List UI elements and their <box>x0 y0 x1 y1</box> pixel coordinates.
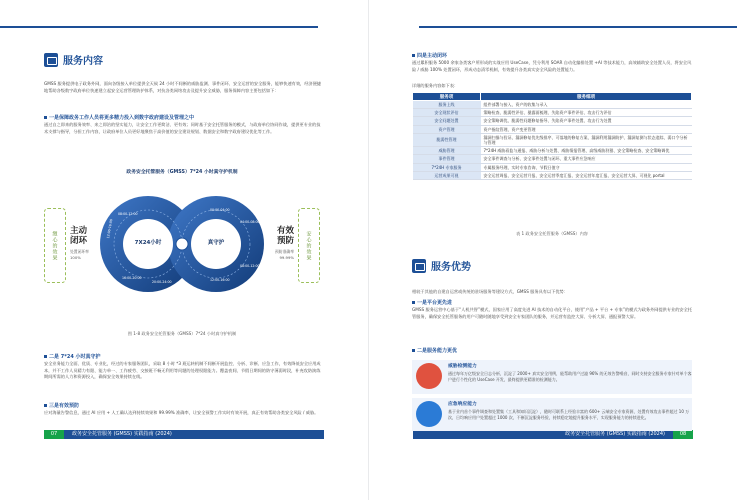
center-right-label: 真守护 <box>207 240 225 246</box>
table-header: 服务项 <box>413 93 481 101</box>
infinity-diagram <box>44 168 320 323</box>
subheading-1-text: 通过自之即来的服务效率、来之即治的坚实能力，让安全工作更简洁、更有效；同时基于安全托管服务的模式，与政府单位协同作战，提供更专业的技术支撑与指导，分担工作内容，让政府单位人员更好地聚焦于高价值的安全建设规划、数据安全和数字政府建设优化等工作。 <box>44 122 321 134</box>
table-row: 威胁管理 7*24H 威胁看监与通报、威胁分析与处置、威胁情报管理、高级威胁狩猎、安全策略检查、安全策略调优 <box>413 147 692 155</box>
send-icon <box>412 259 426 273</box>
left-block-title: 主动 闭环 <box>70 226 88 246</box>
table-intro: 详细的服务内容如下表： <box>412 83 459 88</box>
table-row: 安全现状评估 策略检查、脆弱性评估、暴露面梳理、失陷资产事件评估、攻击行为评估 <box>413 109 692 117</box>
time-label: 12:00-16:00 <box>106 218 114 239</box>
time-label: 12:00-16:00 <box>210 278 230 282</box>
advantage-text: 通过每年万亿级安全日志分析，沉淀了 2000+ 真实安全用例，能帮助用户过滤 96% 的无效告警噪音，同时支持安全服务专家针对单个客户进行个性化的 UseCase 开发，最终提供更精准的检测能力。 <box>448 371 692 382</box>
diagram-title: 政务安全托管服务（GMSS）7*24 小时真守护机制 <box>126 170 238 175</box>
table-row: 运营成果可视 安全运营周报、安全运营月报、安全运营季度汇报、安全运营年度汇报、安全运营大屏、可视化 portal <box>413 171 692 179</box>
time-label: 20:00-24:00 <box>152 280 172 284</box>
time-label: 08:00-12:00 <box>240 264 260 268</box>
time-label: 04:00-08:00 <box>240 220 260 224</box>
table-row: 服务上线 组件部署与接入、资产的收集与录入 <box>413 101 692 109</box>
footer-text: 政务安全托管服务 (GMSS) 实践指南 (2024) <box>72 431 172 437</box>
left-page <box>0 0 368 500</box>
footer-text: 政务安全托管服务 (GMSS) 实践指南 (2024) <box>565 431 665 437</box>
section-title-service-content: 服务内容 <box>44 52 103 67</box>
subheading-2: 二是 7*24 小时真守护 <box>44 353 101 360</box>
document-icon <box>44 53 58 67</box>
intro-paragraph: GMSS 服务提供电子政务外网，面向各级接入单位提供全天候 24 小时不间断的威胁监测、事件闭环、安全运营的安全服务，能够快速有效，经济便捷地帮助各级数字政府单位快速建立起安全运营管理防护体系，对抗各类网络攻击及提升安全威胁，服务保障内容主要包括如下： <box>44 81 321 93</box>
time-label: 16:00-20:00 <box>122 276 142 280</box>
footer <box>44 430 324 439</box>
table-row: 资产管理 资产指纹管理、资产变更管理 <box>413 125 692 133</box>
table-caption: 表 1 政务安全托管服务（GMSS）内容 <box>516 231 588 236</box>
advantage-heading: 威胁检测能力 <box>448 364 477 369</box>
advantages-intro: 相较于其他的自建自运营或传统的驻场服务等建设方式，GMSS 服务具有以下优势： <box>412 289 568 294</box>
subheading-5-text: GMSS 服务运营中心基于“人机共智”模式，国家应用了高度先进 AI 技术的自动化平台，使用“产品 + 平台 + 专家”的模式为政务外网提供专业的安全托管服务，确保安全托管服务的用户可随时随地享受到安全专家团队的服务，并运营有监控大屏、分析大屏、通报预警大屏。 <box>412 307 692 319</box>
page-number: 08 <box>673 430 693 439</box>
subheading-3: 三是有效预防 <box>44 402 79 409</box>
subheading-2-text: 安全业务能力全面、优质、专业化，经过的专家服务团队，采取 8 小时 *3 班运转机制不间断开展监控、分析、诊断、应急工作，有效降低安全应用成本，并不工作人员精力有限、能力单一、工作疲劳、交接班不畅无利用等问题的处理权限能力。覆盖夜间、节假日期间的防守薄弱时段，补充攻防演练期间所需的人力和资源投入，确保安全效果持续在线。 <box>44 361 321 380</box>
subheading-1: 一是保障政务工作人员将更多精力投入到数字政府建设及管理之中 <box>44 114 194 121</box>
subheading-4-text: 通过累积服务 5000 余家各类客户所形成的实战应用 UseCase，凭分利用 SOAR 自动化编排处置 +AI 等技术能力，高效辅助安全处置人员，将安全风险 / 威胁 100% 处置闭环，形成动态清零机制，有效提升各类真实安全风险的处置能力。 <box>412 60 692 72</box>
time-label: 00:00-04:00 <box>210 208 230 212</box>
subheading-4: 四是主动闭环 <box>412 52 447 59</box>
footer <box>413 430 693 439</box>
advantage-heading: 应急响应能力 <box>448 402 477 407</box>
subheading-6: 二是服务能力更优 <box>412 347 457 354</box>
center-left-label: 7X24小时 <box>134 240 162 246</box>
table-row: 脆弱性管理 漏洞扫描与验证、漏洞修复优先级排序、可落地的修复方案、漏洞利用漏洞防护、漏洞复测与状态追踪、弱口令分析与管理 <box>413 133 692 146</box>
figure-caption: 图 1-8 政务安全托管服务（GMSS）7*24 小时真守护机制 <box>127 331 237 336</box>
table-row: 安全问题处置 安全策略调优、脆弱性问题修复指导、失陷资产事件处置、攻击行为处置 <box>413 117 692 125</box>
advantage-text: 基于业内首个事件调查和处置集（工具和知识沉淀），随时可联系上经验丰富的 600+ 云端安全专家资源，处置有效攻击事件超过 10 万次，日均响应用户处置超过 1000 次，不断沉淀服务经验，持续稳定地提升服务水平，实现服务能力的持续进化。 <box>448 409 690 420</box>
time-label: 08:00-12:00 <box>118 212 138 216</box>
table-row: 7*24H 专家服务 专属服务经理、实时专家咨询、节假日值守 <box>413 163 692 171</box>
left-band: 缴心的效果 <box>44 208 66 283</box>
subheading-5: 一是平台更先进 <box>412 299 452 306</box>
section-title-advantages: 服务优势 <box>412 258 471 273</box>
subheading-3-text: 应对海量告警信息，通过 AI 应用 + 人工确认达到持续效果和 99.99% 准确率，让安全预警工作实时有效开展，真正有效帮助各类安全风险 / 威胁。 <box>44 410 319 415</box>
shield-icon <box>416 401 442 427</box>
page-number: 07 <box>44 430 64 439</box>
right-band: 安心的效果 <box>298 208 320 283</box>
service-table <box>412 92 692 180</box>
radar-icon <box>416 363 442 389</box>
top-rule <box>0 26 318 28</box>
table-row: 事件管理 安全事件调查与分析、安全事件处置与闭环、重大事件应急响应 <box>413 155 692 163</box>
advantage-threat-detection <box>412 360 692 394</box>
infinity-loop-graphic <box>44 168 320 323</box>
right-block-sub1: 预防准确率 <box>275 249 294 254</box>
table-header: 服务细项 <box>481 93 692 101</box>
top-rule <box>419 26 737 28</box>
advantage-incident-response <box>412 398 692 431</box>
left-block-sub2: 100% <box>70 255 81 260</box>
right-block-title: 有效 预防 <box>276 226 294 246</box>
left-block-sub1: 处置闭环率 <box>70 249 89 254</box>
right-block-sub2: 99.99% <box>279 255 294 260</box>
